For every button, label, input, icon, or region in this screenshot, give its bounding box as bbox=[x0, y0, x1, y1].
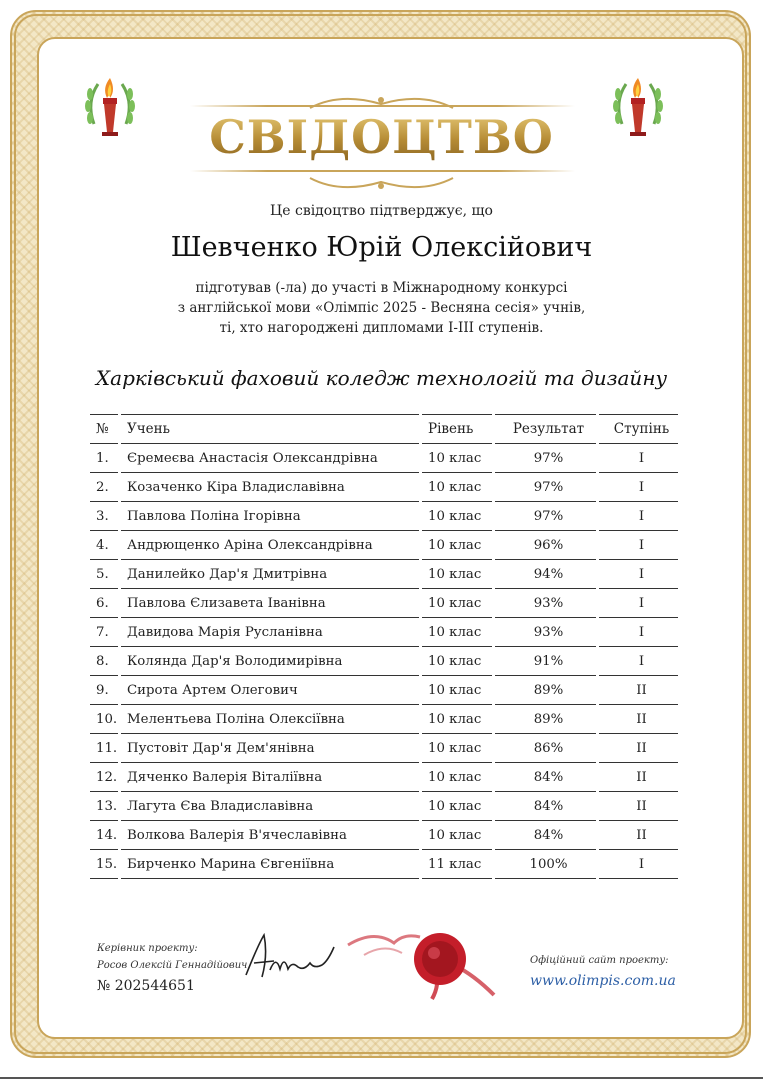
table-row bbox=[90, 502, 678, 531]
student-degree: II bbox=[598, 792, 679, 821]
table-row bbox=[90, 734, 678, 763]
student-level: 10 клас bbox=[421, 734, 494, 763]
table-row bbox=[90, 589, 678, 618]
student-level: 10 клас bbox=[421, 676, 494, 705]
bottom-divider bbox=[0, 1077, 763, 1079]
site-label: Офіційний сайт проекту: bbox=[530, 955, 669, 966]
description bbox=[0, 278, 763, 338]
row-number: 6. bbox=[90, 589, 120, 618]
student-level: 10 клас bbox=[421, 792, 494, 821]
table-row bbox=[90, 647, 678, 676]
row-number: 14. bbox=[90, 821, 120, 850]
col-level-header: Рівень bbox=[421, 415, 494, 444]
student-name: Пустовіт Дар'я Дем'янівна bbox=[120, 734, 421, 763]
table-row bbox=[90, 531, 678, 560]
student-result: 86% bbox=[494, 734, 598, 763]
student-result: 91% bbox=[494, 647, 598, 676]
institution-name: Харківський фаховий коледж технологій та дизайну bbox=[95, 366, 668, 390]
title-swirl-bottom bbox=[300, 172, 463, 196]
row-number: 8. bbox=[90, 647, 120, 676]
student-degree: I bbox=[598, 647, 679, 676]
row-number: 10. bbox=[90, 705, 120, 734]
row-number: 7. bbox=[90, 618, 120, 647]
row-number: 11. bbox=[90, 734, 120, 763]
student-name: Андрющенко Аріна Олександрівна bbox=[120, 531, 421, 560]
row-number: 9. bbox=[90, 676, 120, 705]
student-name: Данилейко Дар'я Дмитрівна bbox=[120, 560, 421, 589]
site-link[interactable]: www.olimpis.com.ua bbox=[530, 973, 676, 989]
student-name: Павлова Поліна Ігорівна bbox=[120, 502, 421, 531]
student-name: Давидова Марія Русланівна bbox=[120, 618, 421, 647]
table-row bbox=[90, 560, 678, 589]
student-result: 93% bbox=[494, 618, 598, 647]
student-name: Колянда Дар'я Володимирівна bbox=[120, 647, 421, 676]
row-number: 3. bbox=[90, 502, 120, 531]
row-number: 12. bbox=[90, 763, 120, 792]
student-degree: I bbox=[598, 473, 679, 502]
manager-name: Росов Олексій Геннадійович bbox=[97, 960, 248, 971]
table-row bbox=[90, 792, 678, 821]
student-degree: I bbox=[598, 444, 679, 473]
row-number: 15. bbox=[90, 850, 120, 879]
student-result: 84% bbox=[494, 792, 598, 821]
table-row bbox=[90, 473, 678, 502]
student-level: 10 клас bbox=[421, 444, 494, 473]
description-line: ті, хто нагороджені дипломами I-III ступенів. bbox=[219, 320, 544, 336]
student-name: Бирченко Марина Євгеніївна bbox=[120, 850, 421, 879]
description-line: підготував (-ла) до участі в Міжнародному конкурсі bbox=[195, 280, 568, 296]
student-name: Волкова Валерія В'ячеславівна bbox=[120, 821, 421, 850]
row-number: 13. bbox=[90, 792, 120, 821]
students-table bbox=[90, 414, 678, 879]
table-row bbox=[90, 763, 678, 792]
student-degree: I bbox=[598, 560, 679, 589]
student-result: 97% bbox=[494, 502, 598, 531]
description-line: з англійської мови «Олімпіс 2025 - Весняна сесія» учнів, bbox=[177, 300, 586, 316]
student-degree: II bbox=[598, 676, 679, 705]
student-name: Сирота Артем Олегович bbox=[120, 676, 421, 705]
student-name: Козаченко Кіра Владиславівна bbox=[120, 473, 421, 502]
student-degree: I bbox=[598, 589, 679, 618]
certificate-title: СВІДОЦТВО bbox=[0, 110, 763, 164]
signature bbox=[240, 925, 340, 990]
student-name: Павлова Єлизавета Іванівна bbox=[120, 589, 421, 618]
student-name: Дяченко Валерія Віталіївна bbox=[120, 763, 421, 792]
student-level: 10 клас bbox=[421, 589, 494, 618]
table-row bbox=[90, 705, 678, 734]
student-name: Єремеєва Анастасія Олександрівна bbox=[120, 444, 421, 473]
student-result: 89% bbox=[494, 705, 598, 734]
recipient-name: Шевченко Юрій Олексійович bbox=[170, 232, 593, 263]
table-row bbox=[90, 676, 678, 705]
col-number-header: № bbox=[90, 415, 120, 444]
student-level: 10 клас bbox=[421, 763, 494, 792]
student-degree: I bbox=[598, 850, 679, 879]
row-number: 5. bbox=[90, 560, 120, 589]
student-level: 10 клас bbox=[421, 531, 494, 560]
student-level: 10 клас bbox=[421, 560, 494, 589]
student-level: 10 клас bbox=[421, 647, 494, 676]
student-level: 10 клас bbox=[421, 821, 494, 850]
student-level: 11 клас bbox=[421, 850, 494, 879]
student-level: 10 клас bbox=[421, 473, 494, 502]
student-degree: II bbox=[598, 734, 679, 763]
student-result: 89% bbox=[494, 676, 598, 705]
student-result: 97% bbox=[494, 444, 598, 473]
manager-label: Керівник проекту: bbox=[97, 943, 198, 954]
row-number: 4. bbox=[90, 531, 120, 560]
certificate-number: № 202544651 bbox=[97, 978, 195, 994]
student-degree: I bbox=[598, 618, 679, 647]
student-level: 10 клас bbox=[421, 618, 494, 647]
student-degree: II bbox=[598, 763, 679, 792]
confirm-text: Це свідоцтво підтверджує, що bbox=[270, 203, 493, 219]
student-name: Лагута Єва Владиславівна bbox=[120, 792, 421, 821]
table-row bbox=[90, 444, 678, 473]
student-result: 96% bbox=[494, 531, 598, 560]
student-level: 10 клас bbox=[421, 705, 494, 734]
col-result-header: Результат bbox=[494, 415, 598, 444]
student-result: 93% bbox=[494, 589, 598, 618]
student-degree: I bbox=[598, 531, 679, 560]
row-number: 2. bbox=[90, 473, 120, 502]
table-row bbox=[90, 618, 678, 647]
student-result: 100% bbox=[494, 850, 598, 879]
row-number: 1. bbox=[90, 444, 120, 473]
student-result: 97% bbox=[494, 473, 598, 502]
table-header-row bbox=[90, 415, 678, 444]
project-manager bbox=[97, 940, 247, 974]
student-name: Мелентьева Поліна Олексіївна bbox=[120, 705, 421, 734]
student-result: 84% bbox=[494, 763, 598, 792]
table-row bbox=[90, 821, 678, 850]
col-degree-header: Ступінь bbox=[598, 415, 679, 444]
student-degree: I bbox=[598, 502, 679, 531]
student-degree: II bbox=[598, 705, 679, 734]
student-degree: II bbox=[598, 821, 679, 850]
table-row bbox=[90, 850, 678, 879]
student-result: 94% bbox=[494, 560, 598, 589]
student-result: 84% bbox=[494, 821, 598, 850]
col-student-header: Учень bbox=[120, 415, 421, 444]
seal-icon bbox=[344, 925, 504, 1000]
student-level: 10 клас bbox=[421, 502, 494, 531]
